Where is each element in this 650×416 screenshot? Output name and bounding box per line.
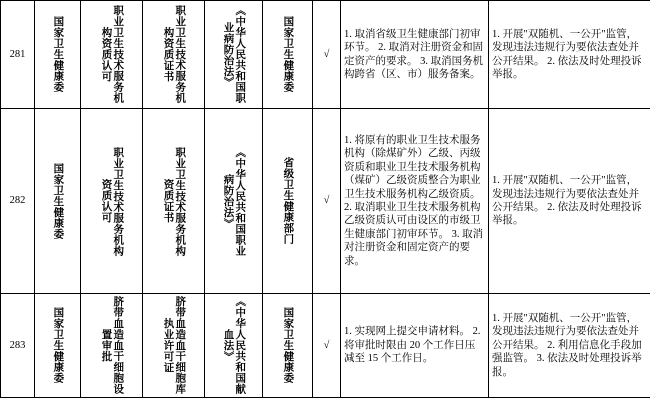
row-item-name	[81, 294, 143, 398]
row-sub-item-name	[143, 294, 205, 398]
row-implementation-level-text: 国家卫生健康委	[282, 16, 294, 92]
row-item-name-text: 职业卫生技术服务机构资质认可	[100, 146, 124, 256]
row-checkmark: √	[313, 294, 341, 398]
row-implementation-level	[263, 1, 313, 109]
row-legal-basis-text: 《中华人民共和国职业病防治法》	[222, 146, 246, 256]
row-supervision-measures-text: 1. 开展"双随机、一公开"监管，发现违法违规行为要依法查处并公开结果。 2. 依法及时处理投诉举报。	[492, 28, 647, 82]
row-legal-basis	[205, 1, 263, 109]
row-checkmark: √	[313, 1, 341, 109]
row-item-name-text: 脐带血造血干细胞设置审批	[100, 296, 124, 395]
row-organization-text: 国家卫生健康委	[52, 16, 64, 92]
row-supervision-measures	[489, 294, 650, 398]
row-index: 282	[1, 109, 35, 294]
row-supervision-measures	[489, 109, 650, 294]
row-sub-item-name-text: 职业卫生技术服务机构资质证书	[162, 3, 186, 106]
row-organization	[35, 294, 81, 398]
row-item-name	[81, 1, 143, 109]
table-row	[1, 294, 650, 398]
row-supervision-measures-text: 1. 开展"双随机、一公开"监管，发现违法违规行为要依法查处并公开结果。 2. 利用信息化手段加强监管。 3. 依法及时处理投诉举报。	[492, 312, 647, 379]
row-organization	[35, 109, 81, 294]
row-implementation-level-text: 省级卫生健康部门	[282, 157, 294, 244]
row-sub-item-name	[143, 1, 205, 109]
row-checkmark: √	[313, 109, 341, 294]
row-supervision-measures-text: 1. 开展"双随机、一公开"监管，发现违法违规行为要依法查处并公开结果。 2. 依法及时处理投诉举报。	[492, 174, 647, 228]
row-organization-text: 国家卫生健康委	[52, 307, 64, 383]
row-implementation-level	[263, 294, 313, 398]
row-sub-item-name-text: 脐带血造血干细胞库执业许可证	[162, 296, 186, 395]
row-reform-measures	[341, 109, 489, 294]
row-legal-basis	[205, 109, 263, 294]
row-reform-measures	[341, 1, 489, 109]
row-sub-item-name-text: 职业卫生技术服务机构资质证书	[162, 146, 186, 256]
row-legal-basis-text: 《中华人民共和国职业病防治法》	[222, 3, 246, 106]
table-row	[1, 1, 650, 109]
row-item-name-text: 职业卫生技术服务机构资质认可	[100, 3, 124, 106]
row-index: 281	[1, 1, 35, 109]
row-sub-item-name	[143, 109, 205, 294]
row-item-name	[81, 109, 143, 294]
row-supervision-measures	[489, 1, 650, 109]
row-reform-measures	[341, 294, 489, 398]
row-implementation-level-text: 国家卫生健康委	[282, 307, 294, 383]
row-legal-basis-text: 《中华人民共和国献血法》	[222, 296, 246, 395]
row-legal-basis	[205, 294, 263, 398]
row-reform-measures-text: 1. 取消省级卫生健康部门初审环节。 2. 取消对注册资金和固定资产的要求。 3. 取消国务机构跨省（区、市）服务备案。	[344, 28, 485, 82]
table-row	[1, 109, 650, 294]
row-organization	[35, 1, 81, 109]
row-organization-text: 国家卫生健康委	[52, 163, 64, 239]
row-index: 283	[1, 294, 35, 398]
row-reform-measures-text: 1. 将原有的职业卫生技术服务机构（除煤矿外）乙级、丙级资质和职业卫生技术服务机构（煤矿）乙级资质整合为职业卫生技术服务机构乙级资质。 2. 取消职业卫生技术服务机构乙级资质认可由设区的市级卫生健康部门初审环节。 3. 取消对注册资金和固定资产的要求。	[344, 134, 485, 268]
row-reform-measures-text: 1. 实现网上提交申请材料。 2. 将审批时限由 20 个工作日压减至 15 个工作日。	[344, 325, 485, 365]
row-implementation-level	[263, 109, 313, 294]
